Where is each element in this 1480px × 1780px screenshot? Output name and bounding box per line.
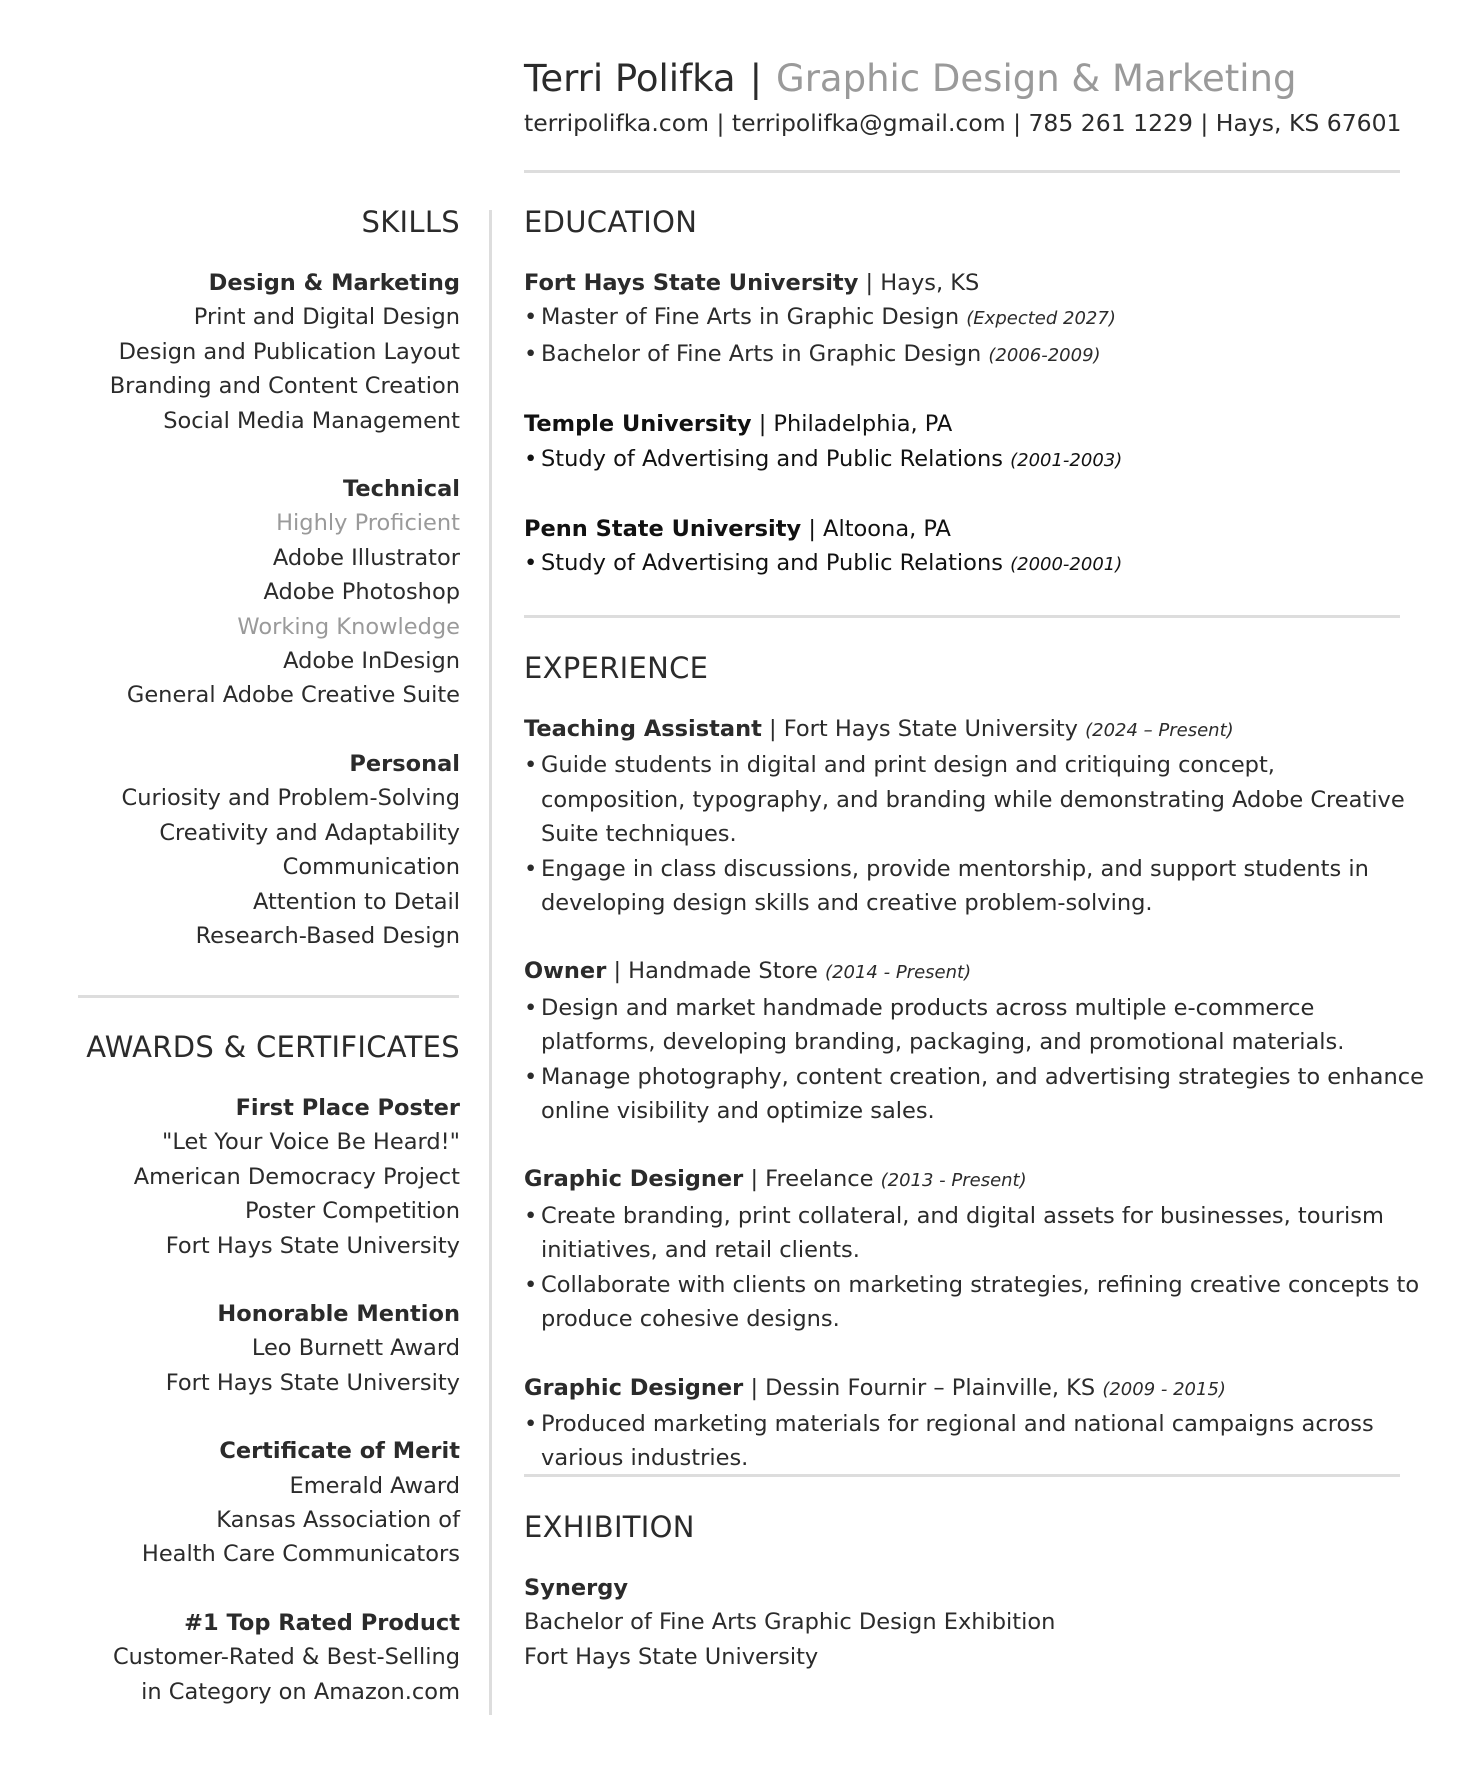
experience-entry xyxy=(524,712,1424,920)
school-location: | Philadelphia, PA xyxy=(758,411,953,438)
awards-section xyxy=(40,1025,460,1743)
skill-item: Adobe Illustrator xyxy=(272,544,460,571)
skill-item: Adobe Photoshop xyxy=(263,579,460,606)
awards-title: AWARDS & CERTIFICATES xyxy=(86,1030,460,1064)
award-line: Emerald Award xyxy=(289,1472,460,1499)
header-divider xyxy=(524,170,1400,173)
skills-technical-group xyxy=(40,472,460,713)
exhibition-name: Synergy xyxy=(524,1575,629,1601)
job-role: Graphic Designer xyxy=(524,1374,744,1401)
job-bullet: • Design and market handmade products across multiple e-commerce platforms, developing branding, packaging, and promotional materials. xyxy=(524,994,1345,1056)
skill-item: Curiosity and Problem-Solving xyxy=(121,785,460,812)
experience-entry xyxy=(524,954,1424,1128)
school-name: Fort Hays State University xyxy=(524,270,859,296)
degree-date: (Expected 2027) xyxy=(966,308,1116,330)
education-item: • Master of Fine Arts in Graphic Design (Expected 2027) xyxy=(524,304,1116,331)
job-date: (2024 – Present) xyxy=(1085,720,1234,741)
skills-personal-group xyxy=(40,747,460,953)
award-line: Fort Hays State University xyxy=(165,1232,460,1259)
experience-section xyxy=(524,646,1424,1510)
award-heading: Honorable Mention xyxy=(217,1301,460,1328)
job-date: (2014 - Present) xyxy=(825,962,972,984)
column-divider xyxy=(489,210,492,1715)
award-entry xyxy=(40,1606,460,1709)
school-location: | Altoona, PA xyxy=(808,516,951,543)
contact-info: terripolifka.com | terripolifka@gmail.com | 785 261 1229 | Hays, KS 67601 xyxy=(524,109,1402,137)
job-role: Teaching Assistant xyxy=(524,716,762,742)
award-line: Poster Competition xyxy=(244,1198,460,1225)
degree-text: Study of Advertising and Public Relations xyxy=(541,445,1003,472)
award-line: American Democracy Project xyxy=(133,1163,460,1190)
award-line: Health Care Communicators xyxy=(141,1541,460,1568)
award-entry xyxy=(40,1091,460,1263)
skill-item: Adobe InDesign xyxy=(283,648,460,675)
skill-item: Design and Publication Layout xyxy=(118,338,460,365)
experience-entry xyxy=(524,1162,1424,1336)
job-bullet: • Collaborate with clients on marketing strategies, refining creative concepts to produce cohesive designs. xyxy=(524,1271,1420,1333)
job-org: | Handmade Store xyxy=(613,958,818,985)
skill-item: Communication xyxy=(282,854,460,881)
school-location: | Hays, KS xyxy=(865,270,980,296)
resume-header xyxy=(524,52,1404,140)
education-item: • Study of Advertising and Public Relations (2000-2001) xyxy=(524,550,1123,577)
school-name: Temple University xyxy=(524,411,752,438)
job-role: Graphic Designer xyxy=(524,1166,744,1193)
skill-item: Research-Based Design xyxy=(195,922,460,949)
skill-item: Social Media Management xyxy=(163,407,460,434)
job-date: (2009 - 2015) xyxy=(1102,1378,1226,1400)
skills-group-heading: Technical xyxy=(343,476,460,503)
education-entry xyxy=(524,407,1424,478)
award-line: Customer-Rated & Best-Selling xyxy=(112,1644,460,1671)
proficiency-label: Working Knowledge xyxy=(237,613,460,640)
degree-date: (2006-2009) xyxy=(988,344,1101,366)
job-role: Owner xyxy=(524,958,607,985)
degree-date: (2001-2003) xyxy=(1010,449,1123,471)
award-line: Leo Burnett Award xyxy=(251,1335,460,1362)
skill-item: Print and Digital Design xyxy=(193,304,460,331)
education-section xyxy=(524,200,1424,617)
degree-text: Study of Advertising and Public Relations xyxy=(541,550,1003,577)
exhibition-title: EXHIBITION xyxy=(524,1510,695,1544)
job-bullet: • Produced marketing materials for regional and national campaigns across various industries. xyxy=(524,1410,1374,1472)
skills-title: SKILLS xyxy=(361,205,460,239)
person-name: Terri Polifka xyxy=(524,57,736,100)
education-entry xyxy=(524,266,1424,373)
skills-divider xyxy=(78,995,459,998)
name-line xyxy=(524,52,1404,106)
school-name: Penn State University xyxy=(524,516,802,543)
experience-title: EXPERIENCE xyxy=(524,651,709,685)
exhibition-line: Fort Hays State University xyxy=(524,1643,819,1670)
award-line: in Category on Amazon.com xyxy=(141,1678,460,1705)
proficiency-label: Highly Proficient xyxy=(276,510,460,537)
experience-divider xyxy=(524,1474,1400,1477)
tagline: Graphic Design & Marketing xyxy=(776,57,1297,100)
education-entry xyxy=(524,512,1424,583)
award-line: Kansas Association of xyxy=(216,1507,460,1534)
job-org: | Fort Hays State University xyxy=(769,716,1078,742)
skill-item: Attention to Detail xyxy=(252,888,460,915)
award-heading: #1 Top Rated Product xyxy=(184,1609,460,1636)
award-entry xyxy=(40,1297,460,1400)
job-org: | Dessin Fournir – Plainville, KS xyxy=(750,1374,1096,1401)
degree-date: (2000-2001) xyxy=(1010,554,1123,576)
skill-item: Creativity and Adaptability xyxy=(159,819,460,846)
award-line: Fort Hays State University xyxy=(165,1369,460,1396)
job-bullet: • Manage photography, content creation, and advertising strategies to enhance online visibility and optimize sales. xyxy=(524,1063,1424,1125)
job-bullet: • Create branding, print collateral, and digital assets for businesses, tourism initiatives, and retail clients. xyxy=(524,1202,1384,1264)
job-date: (2013 - Present) xyxy=(880,1170,1027,1192)
skills-group-heading: Personal xyxy=(349,750,460,777)
award-line: "Let Your Voice Be Heard!" xyxy=(161,1129,460,1156)
education-item: • Bachelor of Fine Arts in Graphic Design (2006-2009) xyxy=(524,340,1101,367)
job-bullet: • Guide students in digital and print design and critiquing concept, composition, typography, and branding while demonstrating Adobe Creative Suite techniques. xyxy=(524,752,1405,848)
skill-item: Branding and Content Creation xyxy=(109,373,460,400)
degree-text: Master of Fine Arts in Graphic Design xyxy=(541,304,960,331)
exhibition-section xyxy=(524,1505,1424,1674)
skill-item: General Adobe Creative Suite xyxy=(126,682,460,709)
exhibition-line: Bachelor of Fine Arts Graphic Design Exhibition xyxy=(524,1609,1056,1636)
job-org: | Freelance xyxy=(750,1166,874,1193)
experience-entry xyxy=(524,1371,1424,1476)
degree-text: Bachelor of Fine Arts in Graphic Design xyxy=(541,340,982,367)
education-item: • Study of Advertising and Public Relations (2001-2003) xyxy=(524,445,1123,472)
job-bullet: • Engage in class discussions, provide mentorship, and support students in developing design skills and creative problem-solving. xyxy=(524,855,1369,917)
skills-group-heading: Design & Marketing xyxy=(208,270,460,296)
skills-section xyxy=(40,200,460,987)
skills-design-group xyxy=(40,266,460,438)
name-separator: | xyxy=(749,57,763,100)
education-divider xyxy=(524,615,1400,618)
award-heading: Certificate of Merit xyxy=(219,1438,460,1465)
education-title: EDUCATION xyxy=(524,205,698,239)
award-entry xyxy=(40,1434,460,1572)
award-heading: First Place Poster xyxy=(235,1095,460,1121)
